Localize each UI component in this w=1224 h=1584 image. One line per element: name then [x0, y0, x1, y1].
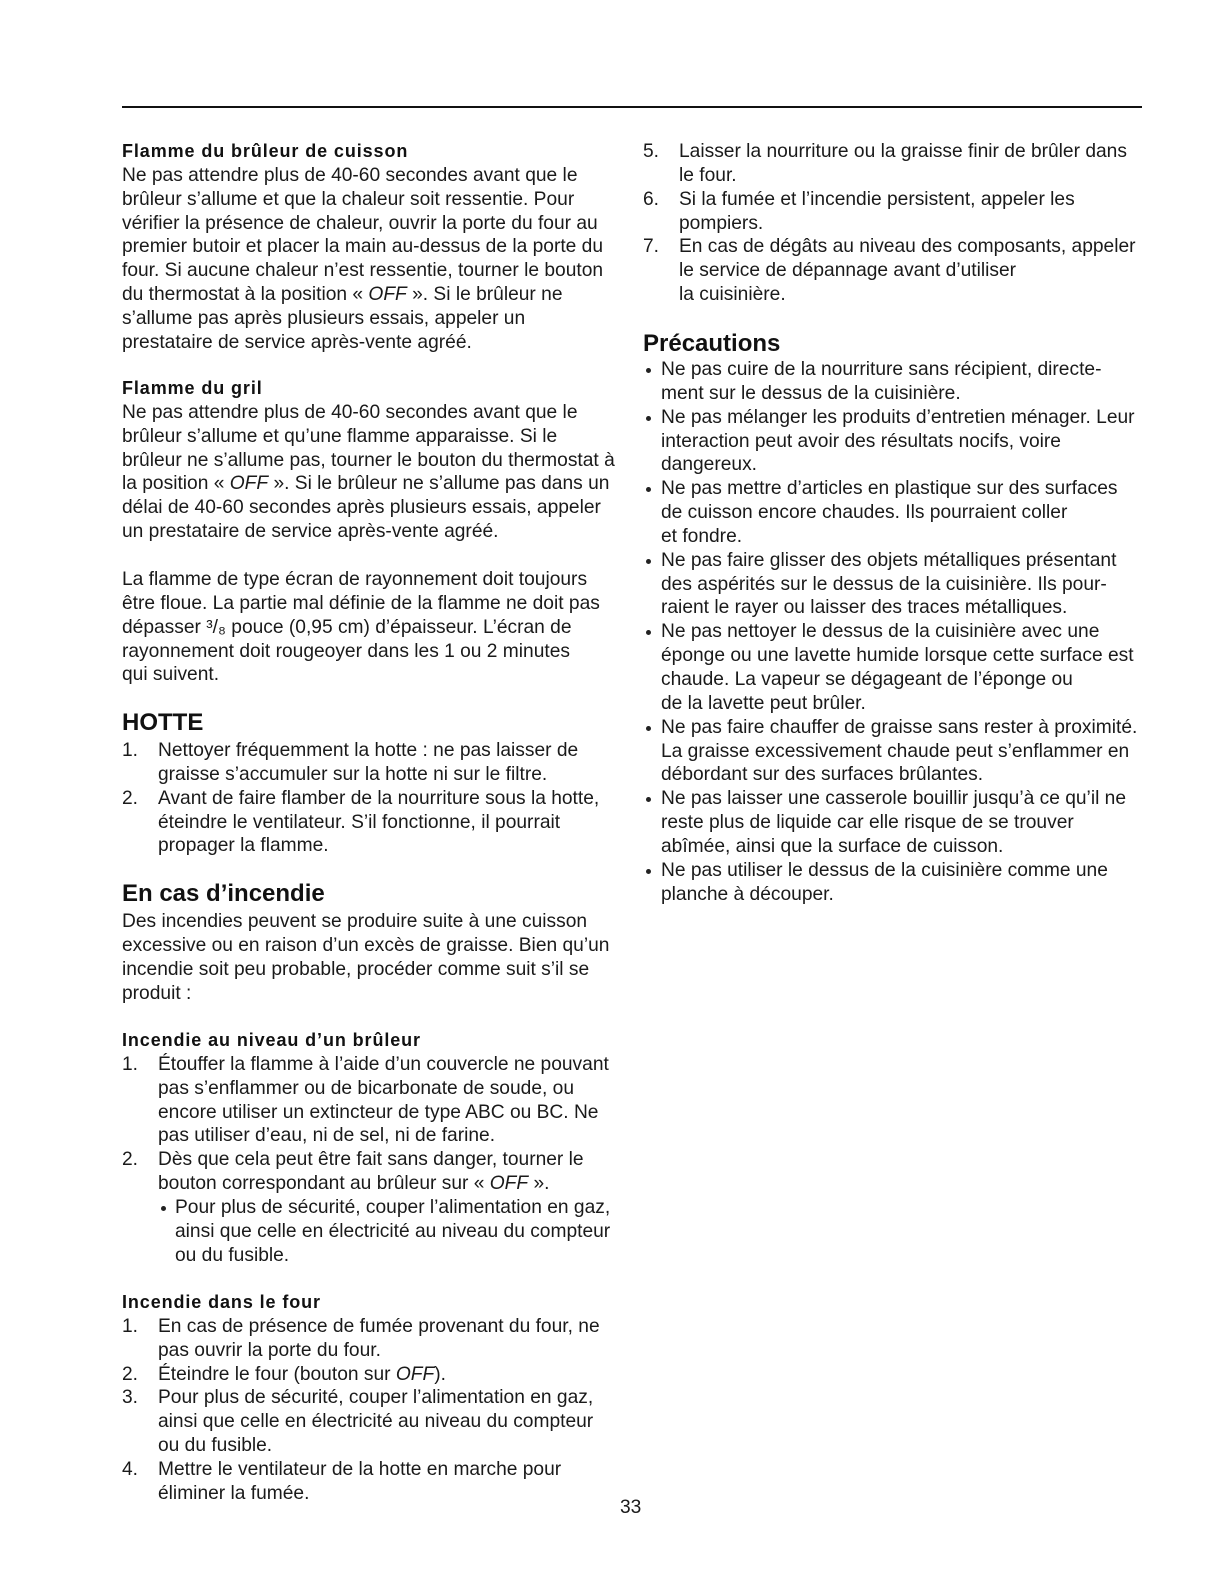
text-line: Ne pas attendre plus de 40-60 secondes avant que le: [122, 401, 578, 423]
text-line: de cuisson encore chaudes. Ils pourraient coller: [661, 502, 1068, 524]
text-line: Si la fumée et l’incendie persistent, appeler les: [679, 188, 1075, 210]
text-line: Ne pas faire chauffer de graisse sans rester à proximité.: [661, 716, 1138, 738]
text-line: [122, 283, 603, 307]
text-line: Pour plus de sécurité, couper l’alimentation en gaz,: [158, 1387, 594, 1409]
list-item: [122, 787, 599, 859]
bullet-marker: [646, 416, 651, 421]
text-line: En cas de dégâts au niveau des composants, appeler: [679, 236, 1136, 258]
off-setting-text: OFF: [395, 1363, 435, 1385]
text-line: s’allume pas après plusieurs essais, appeler un: [122, 307, 526, 329]
bullet-marker: [646, 869, 651, 874]
text-segment: du thermostat à la position «: [122, 284, 369, 306]
text-line: ou du fusible.: [175, 1244, 290, 1266]
text-line: ainsi que celle en électricité au niveau du compteur: [175, 1220, 611, 1242]
section-burner-flame: [122, 140, 603, 355]
text-segment: Éteindre le four (bouton sur: [158, 1363, 396, 1385]
text-line: le four.: [679, 164, 737, 186]
bullet-item: [643, 406, 1137, 478]
text-line: Pour plus de sécurité, couper l’alimentation en gaz,: [175, 1196, 611, 1218]
text-line: ainsi que celle en électricité au niveau du compteur: [158, 1411, 594, 1433]
list-number: 2.: [122, 787, 139, 809]
text-line: reste plus de liquide car elle risque de se trouver: [661, 812, 1074, 834]
list-item: [122, 1053, 610, 1148]
text-segment: ».: [528, 1173, 550, 1195]
text-line: Ne pas utiliser le dessus de la cuisinière comme une: [661, 859, 1108, 881]
paragraph-radiant-screen: [122, 568, 600, 687]
list-number: 5.: [643, 141, 660, 162]
text-line: excessive ou en raison d’un excès de graisse. Bien qu’un: [122, 934, 610, 956]
nested-bullet-item: [158, 1196, 610, 1268]
text-line: four. Si aucune chaleur n’est ressentie, tourner le bouton: [122, 260, 604, 282]
text-line: dépasser ³/₈ pouce (0,95 cm) d’épaisseur. L’écran de: [122, 616, 572, 638]
text-line: premier butoir et placer la main au-dessus de la porte du: [122, 236, 604, 258]
bullet-item: [643, 859, 1137, 907]
list-number: 1.: [122, 1053, 139, 1075]
bullet-item: [643, 477, 1137, 549]
text-line: de la lavette peut brûler.: [661, 692, 866, 714]
text-line: raient le rayer ou laisser des traces métalliques.: [661, 597, 1068, 619]
bullet-marker: [646, 487, 651, 492]
text-line: qui suivent.: [122, 664, 220, 686]
bullet-marker: [161, 1206, 166, 1211]
bullet-marker: [646, 559, 651, 564]
header-rule: [122, 106, 1142, 108]
text-line: pas s’enflammer ou de bicarbonate de soude, ou: [158, 1077, 574, 1099]
bullet-item: [643, 716, 1137, 788]
bullet-item: [643, 787, 1137, 859]
section-burner-fire: [122, 1029, 610, 1267]
text-line: Ne pas laisser une casserole bouillir jusqu’à ce qu’il ne: [661, 788, 1127, 810]
list-precautions: [643, 358, 1137, 906]
paragraph-fire-intro: [122, 910, 609, 1005]
list-item: [643, 188, 1136, 236]
list-number: 7.: [643, 236, 660, 258]
list-item: [643, 235, 1136, 307]
bullet-item: [643, 549, 1137, 621]
list-item: [122, 1386, 600, 1458]
list-item: [122, 1315, 600, 1363]
subheading: Flamme du brûleur de cuisson: [122, 141, 409, 161]
text-line: Des incendies peuvent se produire suite à une cuisson: [122, 911, 588, 932]
text-line: prestataire de service après-vente agréé.: [122, 331, 472, 353]
text-line: Mettre le ventilateur de la hotte en marche pour: [158, 1458, 562, 1480]
list-number: 6.: [643, 188, 660, 210]
text-segment: la position «: [122, 473, 230, 495]
text-line: le service de dépannage avant d’utiliser: [679, 260, 1017, 282]
off-setting-text: OFF: [229, 473, 269, 495]
list-oven-fire-continued: [643, 140, 1136, 307]
subheading: Incendie dans le four: [122, 1292, 321, 1312]
list-hood: [122, 739, 599, 858]
heading-fire: En cas d’incendie: [122, 880, 325, 907]
off-setting-text: OFF: [489, 1173, 529, 1195]
bullet-item: [643, 620, 1137, 715]
text-line: pas utiliser d’eau, ni de sel, ni de farine.: [158, 1125, 496, 1147]
text-line: [122, 472, 615, 496]
text-line: brûleur ne s’allume pas, tourner le bouton du thermostat à: [122, 449, 615, 471]
text-line: Ne pas nettoyer le dessus de la cuisinière avec une: [661, 621, 1100, 643]
subheading: Incendie au niveau d’un brûleur: [122, 1030, 421, 1050]
text-line: incendie soit peu probable, procéder comme suit s’il se: [122, 958, 590, 980]
text-line: débordant sur des surfaces brûlantes.: [661, 764, 984, 786]
list-number: 1.: [122, 1315, 139, 1337]
text-line: graisse s’accumuler sur la hotte ni sur le filtre.: [158, 763, 548, 785]
text-segment: bouton correspondant au brûleur sur «: [158, 1173, 490, 1195]
text-line: propager la flamme.: [158, 835, 329, 857]
section-broil-flame: [122, 377, 615, 544]
list-item: [122, 739, 599, 787]
section-oven-fire: [122, 1291, 600, 1506]
text-line: pas ouvrir la porte du four.: [158, 1339, 381, 1361]
list-number: 2.: [122, 1363, 139, 1385]
text-line: Laisser la nourriture ou la graisse finir de brûler dans: [679, 141, 1127, 162]
text-line: ou du fusible.: [158, 1435, 273, 1457]
list-item: [643, 140, 1136, 188]
text-line: dangereux.: [661, 454, 758, 476]
text-line: brûleur s’allume et que la chaleur soit ressentie. Pour: [122, 188, 575, 210]
bullet-marker: [646, 726, 651, 731]
text-line: Ne pas faire glisser des objets métalliques présentant: [661, 549, 1117, 571]
text-line: des aspérités sur le dessus de la cuisinière. Ils pour-: [661, 573, 1107, 595]
text-line: encore utiliser un extincteur de type ABC ou BC. Ne: [158, 1101, 599, 1123]
bullet-item: [643, 358, 1137, 406]
text-line: Étouffer la flamme à l’aide d’un couvercle ne pouvant: [158, 1053, 609, 1075]
text-line: pompiers.: [679, 212, 764, 234]
bullet-marker: [646, 630, 651, 635]
text-line: abîmée, ainsi que la surface de cuisson.: [661, 835, 1004, 857]
list-item: [122, 1148, 610, 1267]
text-line: la cuisinière.: [679, 284, 786, 306]
text-line: Dès que cela peut être fait sans danger, tourner le: [158, 1149, 584, 1171]
bullet-marker: [646, 368, 651, 373]
text-line: délai de 40-60 secondes après plusieurs essais, appeler: [122, 497, 601, 519]
page-number: 33: [620, 1497, 642, 1518]
text-line: un prestataire de service après-vente agréé.: [122, 521, 499, 543]
text-line: La graisse excessivement chaude peut s’enflammer en: [661, 740, 1130, 762]
off-setting-text: OFF: [368, 284, 407, 306]
text-line: [158, 1172, 610, 1196]
text-line: éponge ou une lavette humide lorsque cette surface est: [661, 645, 1134, 667]
text-line: produit :: [122, 982, 192, 1004]
list-number: 2.: [122, 1149, 139, 1171]
text-line: Nettoyer fréquemment la hotte : ne pas laisser de: [158, 740, 579, 761]
heading-precautions: Précautions: [643, 330, 781, 357]
text-line: brûleur s’allume et qu’une flamme apparaisse. Si le: [122, 425, 558, 447]
subheading: Flamme du gril: [122, 378, 263, 398]
text-line: chaude. La vapeur se dégageant de l’éponge ou: [661, 668, 1073, 690]
bullet-marker: [646, 797, 651, 802]
text-line: vérifier la présence de chaleur, ouvrir la porte du four au: [122, 212, 598, 234]
text-line: La flamme de type écran de rayonnement doit toujours: [122, 569, 588, 590]
list-number: 4.: [122, 1458, 139, 1480]
text-line: interaction peut avoir des résultats nocifs, voire: [661, 430, 1061, 452]
text-line: être floue. La partie mal définie de la flamme ne doit pas: [122, 592, 600, 614]
heading-hood: HOTTE: [122, 709, 204, 736]
text-line: En cas de présence de fumée provenant du four, ne: [158, 1315, 600, 1337]
text-line: éliminer la fumée.: [158, 1482, 310, 1504]
text-line: rayonnement doit rougeoyer dans les 1 ou 2 minutes: [122, 640, 570, 662]
text-line: Avant de faire flamber de la nourriture sous la hotte,: [158, 787, 600, 809]
list-item: [122, 1363, 600, 1387]
text-segment: ).: [434, 1363, 446, 1385]
text-line: Ne pas cuire de la nourriture sans récipient, directe-: [661, 359, 1102, 380]
list-item: [122, 1458, 600, 1506]
text-line: Ne pas attendre plus de 40-60 secondes avant que le: [122, 164, 578, 186]
text-segment: ». Si le brûleur ne s’allume pas dans un: [268, 473, 610, 495]
list-number: 1.: [122, 740, 139, 761]
text-line: Ne pas mettre d’articles en plastique sur des surfaces: [661, 478, 1118, 500]
text-line: et fondre.: [661, 525, 743, 547]
text-line: [158, 1363, 600, 1387]
text-segment: ». Si le brûleur ne: [406, 284, 563, 306]
text-line: Ne pas mélanger les produits d’entretien ménager. Leur: [661, 406, 1135, 428]
text-line: planche à découper.: [661, 883, 834, 905]
list-number: 3.: [122, 1387, 139, 1409]
text-line: éteindre le ventilateur. S’il fonctionne, il pourrait: [158, 811, 561, 833]
text-line: ment sur le dessus de la cuisinière.: [661, 382, 961, 404]
